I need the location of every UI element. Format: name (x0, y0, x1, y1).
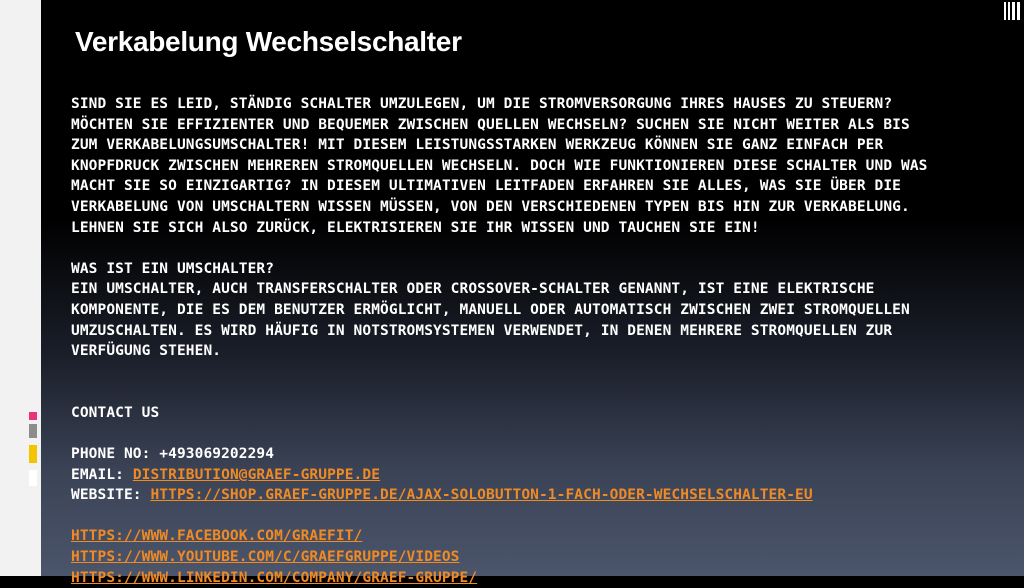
intro-line: MÖCHTEN SIE EFFIZIENTER UND BEQUEMER ZWISCHEN QUELLEN WECHSELN? SUCHEN SIE NICHT WEITER ALS BIS (71, 116, 910, 133)
website-line (71, 485, 1001, 506)
section-line: EIN UMSCHALTER, AUCH TRANSFERSCHALTER ODER CROSSOVER-SCHALTER GENANNT, IST EINE ELEKTRISCHE (71, 281, 875, 298)
email-link[interactable]: DISTRIBUTION@GRAEF-GRUPPE.DE (132, 466, 381, 483)
website-link[interactable]: HTTPS://SHOP.GRAEF-GRUPPE.DE/AJAX-SOLOBUTTON-1-FACH-ODER-WECHSELSCHALTER-EU (150, 487, 813, 504)
section-heading: WAS IST EIN UMSCHALTER? (71, 260, 275, 277)
corner-lines-decoration (1004, 2, 1020, 20)
phone-line: PHONE NO: +493069202294 (71, 446, 275, 463)
accent-bar-pink (29, 412, 37, 420)
intro-line: KNOPFDRUCK ZWISCHEN MEHREREN STROMQUELLEN WECHSELN. DOCH WIE FUNKTIONIEREN DIESE SCHALTER UND WAS (71, 157, 928, 174)
left-margin-band (0, 0, 41, 576)
intro-line: MACHT SIE SO EINZIGARTIG? IN DIESEM ULTIMATIVEN LEITFADEN ERFAHREN SIE ALLES, WAS SIE ÜBER DIE (71, 178, 901, 195)
intro-line: VERKABELUNG VON UMSCHALTERN WISSEN MÜSSEN, VON DEN VERSCHIEDENEN TYPEN BIS HIN ZUR VERKABELUNG. (71, 198, 910, 215)
email-label: EMAIL: (71, 466, 133, 483)
youtube-link[interactable]: HTTPS://WWW.YOUTUBE.COM/C/GRAEFGRUPPE/VIDEOS (71, 549, 460, 566)
section-line: KOMPONENTE, DIE ES DEM BENUTZER ERMÖGLICHT, MANUELL ODER AUTOMATISCH ZWISCHEN ZWEI STROMQUELLEN (71, 301, 910, 318)
section-line: UMZUSCHALTEN. ES WIRD HÄUFIG IN NOTSTROMSYSTEMEN VERWENDET, IN DENEN MEHRERE STROMQUELLEN ZUR (71, 322, 893, 339)
linkedin-link[interactable]: HTTPS://WWW.LINKEDIN.COM/COMPANY/GRAEF-GRUPPE/ (71, 569, 478, 586)
section-line: VERFÜGUNG STEHEN. (71, 343, 222, 360)
intro-line: ZUM VERKABELUNGSUMSCHALTER! MIT DIESEM LEISTUNGSSTARKEN WERKZEUG KÖNNEN SIE GANZ EINFACH PER (71, 137, 884, 154)
intro-line: LEHNEN SIE SICH ALSO ZURÜCK, ELEKTRISIEREN SIE IHR WISSEN UND TAUCHEN SIE EIN! (71, 219, 760, 236)
slide-body (71, 94, 1001, 588)
contact-heading: CONTACT US (71, 404, 160, 421)
accent-bar-white (29, 470, 37, 486)
website-label: WEBSITE: (71, 487, 151, 504)
facebook-link[interactable]: HTTPS://WWW.FACEBOOK.COM/GRAEFIT/ (71, 528, 363, 545)
email-line (71, 465, 1001, 486)
accent-bar-yellow (29, 445, 37, 463)
accent-bar-gray (29, 424, 37, 438)
intro-line: SIND SIE ES LEID, STÄNDIG SCHALTER UMZULEGEN, UM DIE STROMVERSORGUNG IHRES HAUSES ZU STEUERN? (71, 96, 893, 112)
slide-title: Verkabelung Wechselschalter (75, 26, 462, 57)
